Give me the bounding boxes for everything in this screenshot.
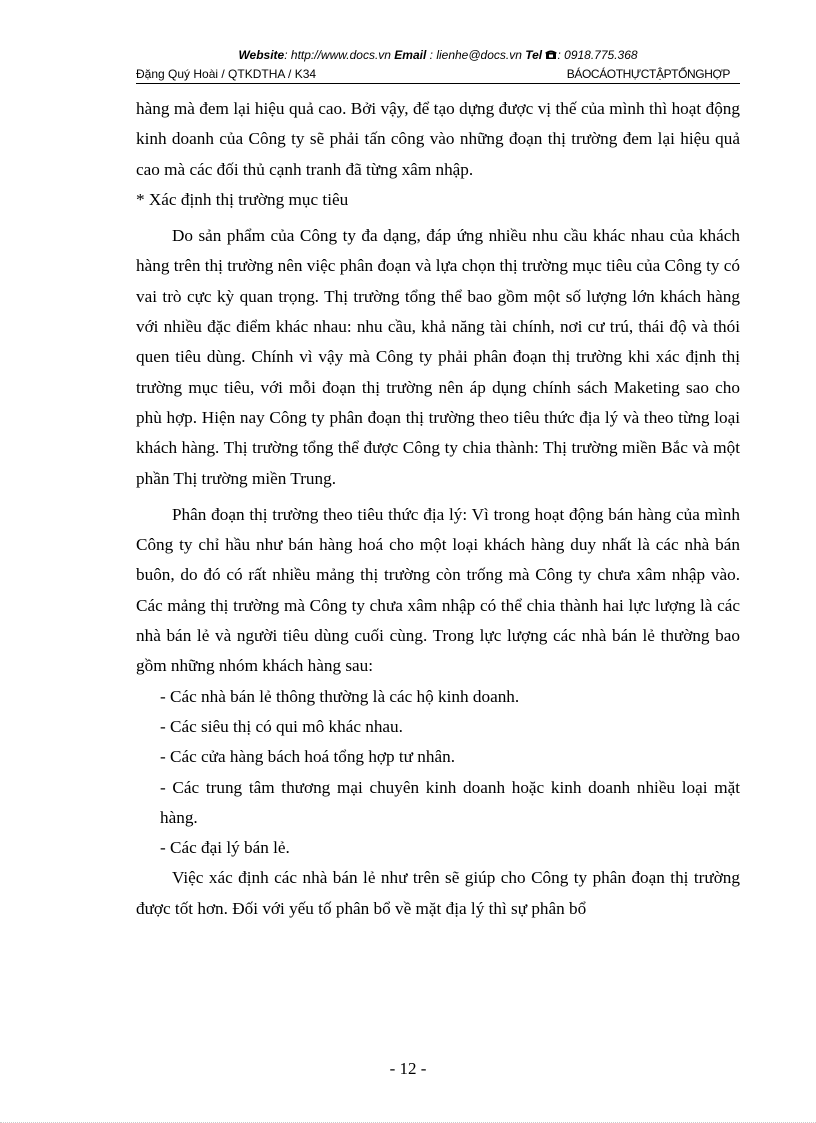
website-value: : http://www.docs.vn [284,48,391,62]
paragraph-retailer-identification: Việc xác định các nhà bán lẻ như trên sẽ giúp cho Công ty phân đoạn thị trường được tốt hơn. Đối với yếu tố phân bổ về mặt địa lý thì sự phân bổ [136,868,740,918]
running-header [136,65,740,84]
phone-icon [545,48,557,64]
tel-value: : 0918.775.368 [557,48,638,62]
paragraph-geographic-segmentation: Phân đoạn thị trường theo tiêu thức địa lý: Vì trong hoạt động bán hàng của mình Công ty chỉ hầu như bán hàng hoá cho một loại khách hàng duy nhất là các nhà bán buôn, do đó có rất nhiều mảng thị trường còn trống mà Công ty chưa xâm nhập vào. Các mảng thị trường mà Công ty chưa xâm nhập có thể chia thành hai lực lượng là các nhà bán lẻ và người tiêu dùng cuối cùng. Trong lực lượng các nhà bán lẻ thường bao gồm những nhóm khách hàng sau: [136,504,740,676]
list-item: - Các siêu thị có qui mô khác nhau. [160,716,403,736]
paragraph-continuation: hàng mà đem lại hiệu quả cao. Bởi vậy, để tạo dựng được vị thế của mình thì hoạt động kinh doanh của Công ty sẽ phải tấn công vào những đoạn thị trường đem lại hiệu quả cao mà các đối thủ cạnh tranh đã từng xâm nhập. [136,99,740,179]
page-body [136,94,740,924]
website-label: Website [238,48,285,62]
list-item: - Các nhà bán lẻ thông thường là các hộ kinh doanh. [160,686,520,706]
website-contact-line [136,47,740,64]
email-value: : lienhe@docs.vn [429,48,522,62]
list-item: - Các trung tâm thương mại chuyên kinh doanh hoặc kinh doanh nhiều loại mặt hàng. [160,777,740,827]
list-item: - Các cửa hàng bách hoá tổng hợp tư nhân. [160,747,455,767]
email-label: Email [394,48,427,62]
tel-label: Tel [525,48,543,62]
page-number: - 12 - [389,1059,427,1078]
section-heading: * Xác định thị trường mục tiêu [136,189,349,209]
paragraph-target-market: Do sản phẩm của Công ty đa dạng, đáp ứng nhiều nhu cầu khác nhau của khách hàng trên thị trường nên việc phân đoạn và lựa chọn thị trường mục tiêu của Công ty có vai trò cực kỳ quan trọng. Thị trường tổng thể bao gồm một số lượng lớn khách hàng với nhiều đặc điểm khác nhau: nhu cầu, khả năng tài chính, nơi cư trú, thái độ và thói quen tiêu dùng. Chính vì vậy mà Công ty phải phân đoạn thị trường khi xác định thị trường mục tiêu, với mỗi đoạn thị trường nên áp dụng chính sách Maketing sao cho phù hợp. Hiện nay Công ty phân đoạn thị trường theo tiêu thức địa lý và theo từng loại khách hàng. Thị trường tổng thể được Công ty chia thành: Thị trường miền Bắc và một phần Thị trường miền Trung. [136,226,740,488]
author-info: Đặng Quý Hoài / QTKDTHA / K34 [136,67,317,81]
report-title: BÁOCÁOTHỰCTẬPTỔNGHỢP [566,67,730,81]
list-item: - Các đại lý bán lẻ. [160,838,290,858]
